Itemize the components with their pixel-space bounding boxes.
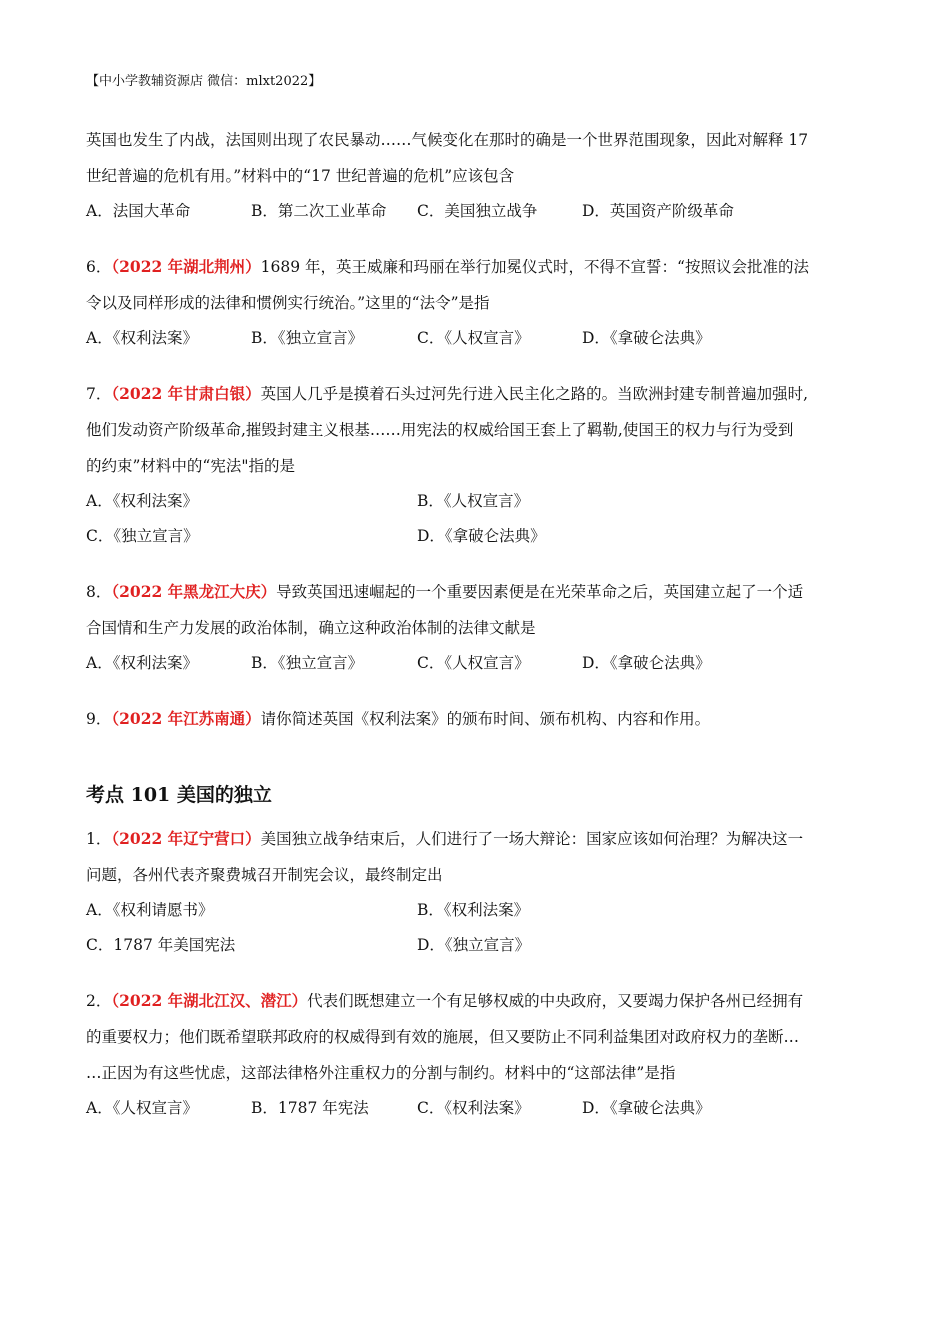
option-c: C．1787 年美国宪法	[86, 936, 236, 954]
question-5-line-1: 英国也发生了内战，法国则出现了农民暴动……气候变化在那时的确是一个世界范围现象，因此对解释 17	[86, 131, 809, 149]
section-question-2	[86, 983, 866, 1126]
option-c: C．《权利法案》	[417, 1099, 530, 1117]
option-c: C．《独立宣言》	[86, 527, 199, 545]
question-5	[86, 122, 866, 229]
question-number: 6．	[86, 258, 112, 276]
question-7	[86, 376, 866, 554]
option-d: D．《拿破仑法典》	[582, 654, 711, 672]
question-text: 请你简述英国《权利法案》的颁布时间、颁布机构、内容和作用。	[260, 710, 711, 728]
option-b: B．《权利法案》	[417, 901, 530, 919]
question-text: 导致英国迅速崛起的一个重要因素便是在光荣革命之后，英国建立起了一个适	[276, 583, 804, 601]
option-c: C．《人权宣言》	[417, 654, 530, 672]
page-header: 【中小学教辅资源店 微信：mlxt2022】	[86, 74, 322, 89]
question-source: （2022 年江苏南通）	[111, 709, 261, 728]
question-source: （2022 年湖北江汉、潜江）	[111, 991, 308, 1010]
question-9-line-1	[86, 701, 866, 737]
question-6-options	[86, 321, 866, 356]
question-number: 9．	[86, 710, 112, 728]
question-number: 1．	[86, 830, 112, 848]
question-7-options-row-1	[86, 484, 866, 519]
option-b: B．《人权宣言》	[417, 492, 530, 510]
question-source: （2022 年辽宁营口）	[111, 829, 261, 848]
section-title: 考点 101 美国的独立	[86, 784, 272, 806]
question-8	[86, 574, 866, 681]
option-a: A．《权利请愿书》	[86, 901, 214, 919]
question-number: 7．	[86, 385, 112, 403]
section-question-2-line-1	[86, 983, 866, 1019]
option-d: D．《拿破仑法典》	[582, 329, 711, 347]
question-text: 代表们既想建立一个有足够权威的中央政府，又要竭力保护各州已经拥有	[307, 992, 804, 1010]
option-b: B．1787 年宪法	[251, 1099, 369, 1117]
question-5-line-2: 世纪普遍的危机有用。”材料中的“17 世纪普遍的危机”应该包含	[86, 167, 515, 185]
section-question-2-options	[86, 1091, 866, 1126]
section-question-1-line-2: 问题，各州代表齐聚费城召开制宪会议，最终制定出	[86, 866, 443, 884]
section-question-1	[86, 821, 866, 963]
section-question-2-line-3: …正因为有这些忧虑，这部法律格外注重权力的分割与制约。材料中的“这部法律”是指	[86, 1064, 676, 1082]
question-number: 8．	[86, 583, 112, 601]
question-7-line-3: 的约束”材料中的“宪法"指的是	[86, 457, 295, 475]
section-question-1-line-1	[86, 821, 866, 857]
question-number: 2．	[86, 992, 112, 1010]
option-d: D．英国资产阶级革命	[582, 202, 734, 220]
option-d: D．《拿破仑法典》	[582, 1099, 711, 1117]
question-7-line-2: 他们发动资产阶级革命,摧毁封建主义根基……用宪法的权威给国王套上了羁勒,使国王的权力与行为受到	[86, 421, 794, 439]
option-c: C．美国独立战争	[417, 202, 538, 220]
option-d: D．《拿破仑法典》	[417, 527, 546, 545]
option-a: A．《权利法案》	[86, 329, 198, 347]
question-6-line-1	[86, 249, 866, 285]
option-a: A．法国大革命	[86, 202, 191, 220]
option-a: A．《权利法案》	[86, 492, 198, 510]
question-6	[86, 249, 866, 356]
option-b: B．第二次工业革命	[251, 202, 387, 220]
option-b: B．《独立宣言》	[251, 654, 364, 672]
option-d: D．《独立宣言》	[417, 936, 531, 954]
question-source: （2022 年湖北荆州）	[111, 257, 261, 276]
question-source: （2022 年黑龙江大庆）	[111, 582, 277, 601]
question-8-options	[86, 646, 866, 681]
question-text: 美国独立战争结束后，人们进行了一场大辩论：国家应该如何治理？为解决这一	[260, 830, 804, 848]
question-8-line-2: 合国情和生产力发展的政治体制，确立这种政治体制的法律文献是	[86, 619, 536, 637]
question-9	[86, 701, 866, 737]
question-5-options	[86, 194, 866, 229]
section-question-1-options-row-2	[86, 928, 866, 963]
question-6-line-2: 令以及同样形成的法律和惯例实行统治。”这里的“法令”是指	[86, 294, 490, 312]
option-a: A．《人权宣言》	[86, 1099, 198, 1117]
option-c: C．《人权宣言》	[417, 329, 530, 347]
document-content	[86, 122, 866, 1126]
question-7-line-1	[86, 376, 866, 412]
question-text: 1689 年，英王威廉和玛丽在举行加冕仪式时，不得不宣誓：“按照议会批准的法	[260, 258, 809, 276]
question-text: 英国人几乎是摸着石头过河先行进入民主化之路的。当欧洲封建专制普遍加强时,	[260, 385, 809, 403]
question-8-line-1	[86, 574, 866, 610]
section-question-1-options-row-1	[86, 893, 866, 928]
section-question-2-line-2: 的重要权力；他们既希望联邦政府的权威得到有效的施展，但又要防止不同利益集团对政府权力的垄断…	[86, 1028, 800, 1046]
option-b: B．《独立宣言》	[251, 329, 364, 347]
question-7-options-row-2	[86, 519, 866, 554]
question-source: （2022 年甘肃白银）	[111, 384, 261, 403]
option-a: A．《权利法案》	[86, 654, 198, 672]
